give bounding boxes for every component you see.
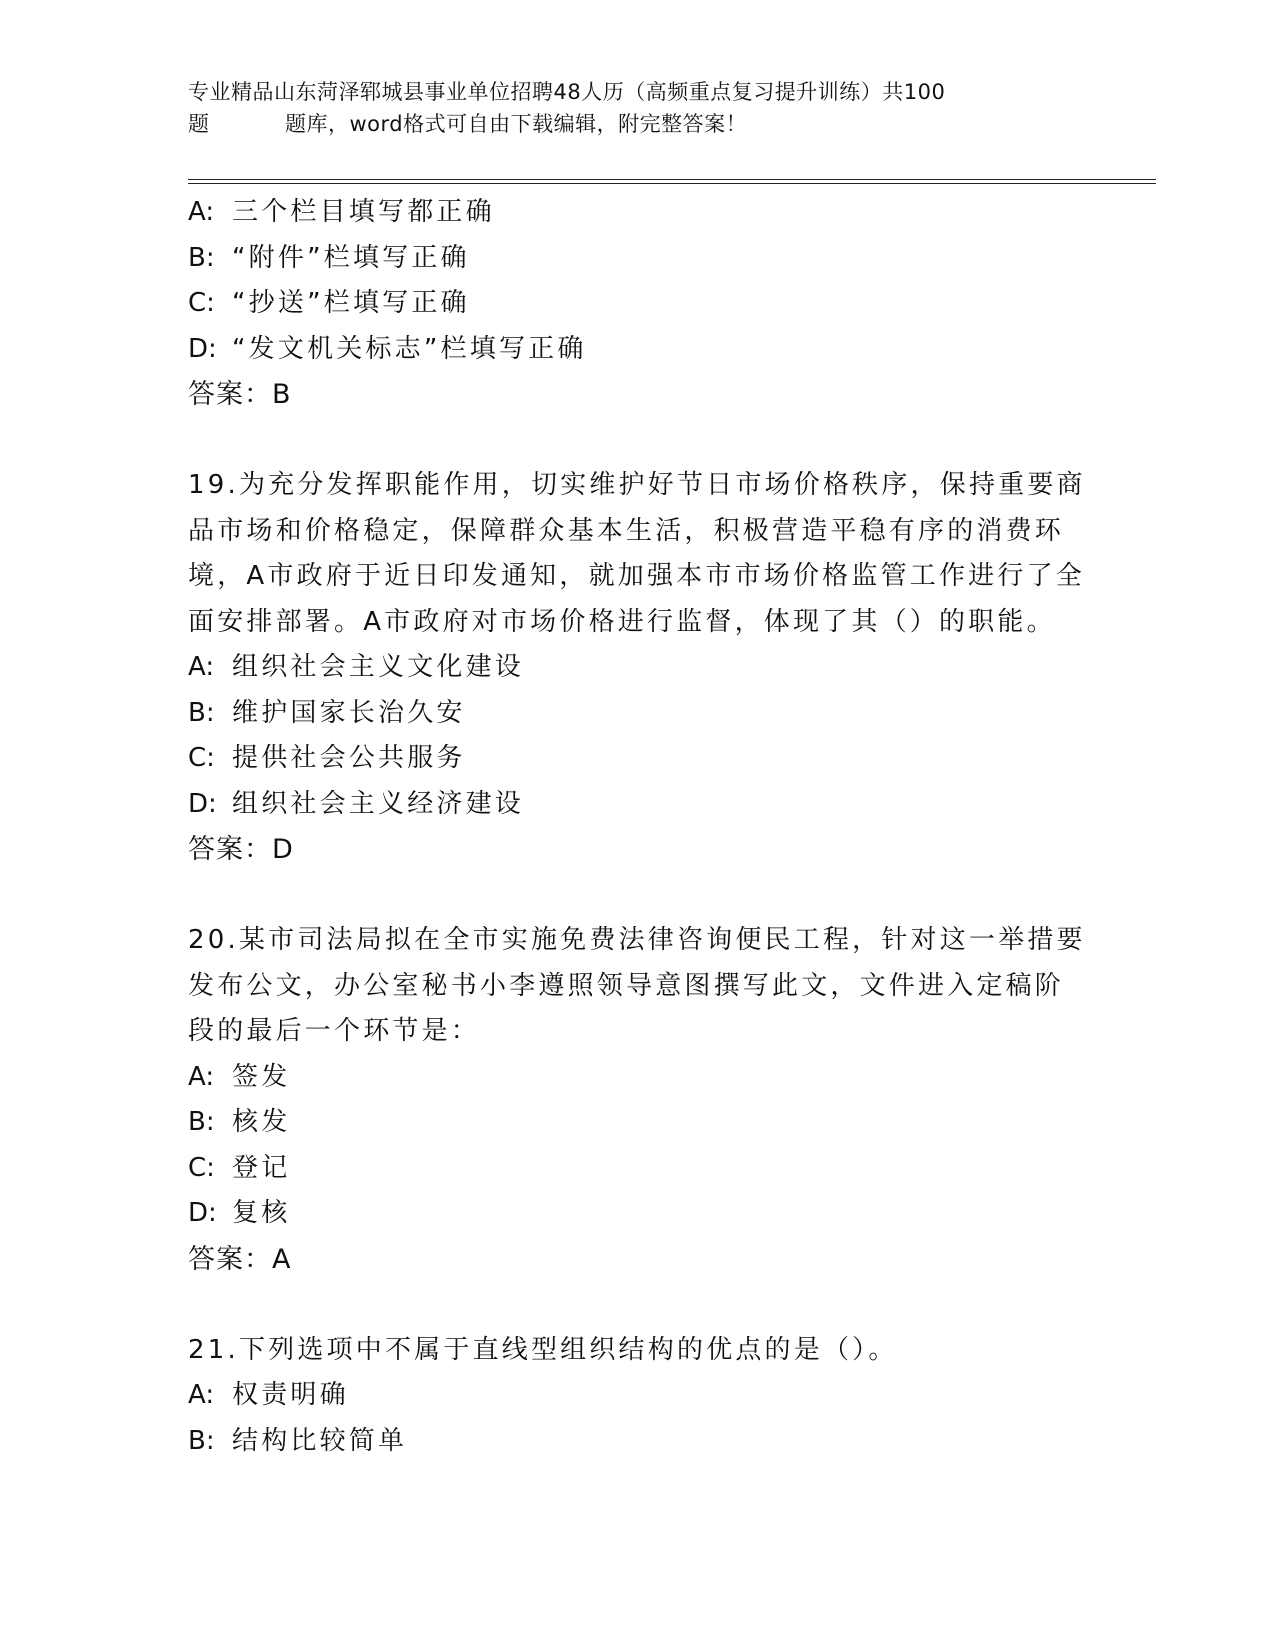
spacer	[188, 873, 1088, 919]
header-title-line1: 专业精品山东菏泽郓城县事业单位招聘48人历（高频重点复习提升训练）共100	[188, 80, 946, 104]
question-stem-line: 段的最后一个环节是：	[188, 1016, 481, 1046]
spacer	[188, 1282, 1088, 1328]
header-title-line2	[188, 108, 1088, 140]
option-b: B: 核发	[188, 1107, 291, 1137]
header-divider-bottom	[188, 183, 1156, 184]
answer: 答案：D	[188, 834, 294, 865]
question-stem-line: 21.下列选项中不属于直线型组织结构的优点的是（）。	[188, 1334, 898, 1365]
question-content	[188, 190, 1088, 1464]
option-a: A: 三个栏目填写都正确	[188, 197, 495, 227]
answer: 答案：A	[188, 1243, 292, 1275]
option-a: A: 组织社会主义文化建设	[188, 652, 525, 682]
header-title-line2-left: 题	[188, 112, 210, 136]
option-b: B: 维护国家长治久安	[188, 697, 466, 728]
question-stem-line: 20.某市司法局拟在全市实施免费法律咨询便民工程，针对这一举措要	[188, 925, 1086, 955]
option-d: D: 组织社会主义经济建设	[188, 788, 525, 819]
question-stem-line: 19.为充分发挥职能作用，切实维护好节日市场价格秩序，保持重要商	[188, 470, 1086, 500]
option-b: B: 结构比较简单	[188, 1425, 408, 1456]
answer: 答案：B	[188, 379, 292, 410]
option-d: D: 复核	[188, 1198, 291, 1228]
header-divider-top	[188, 179, 1156, 180]
question-stem-line: 境，A市政府于近日印发通知，就加强本市市场价格监管工作进行了全	[188, 561, 1085, 591]
option-c: C: 提供社会公共服务	[188, 743, 466, 773]
option-b: B: “附件”栏填写正确	[188, 242, 470, 273]
question-21	[188, 1328, 1088, 1465]
option-a: A: 权责明确	[188, 1380, 349, 1410]
question-20	[188, 918, 1088, 1282]
page-header	[188, 76, 1088, 140]
option-d: D: “发文机关标志”栏填写正确	[188, 333, 587, 364]
question-stem-line: 面安排部署。A市政府对市场价格进行监督，体现了其（）的职能。	[188, 606, 1056, 637]
question-18	[188, 190, 1088, 418]
option-c: C: 登记	[188, 1152, 291, 1183]
question-19	[188, 463, 1088, 873]
header-title-line2-right: 题库，word格式可自由下载编辑，附完整答案！	[285, 112, 748, 136]
option-c: C: “抄送”栏填写正确	[188, 288, 470, 318]
question-stem-line: 发布公文，办公室秘书小李遵照领导意图撰写此文，文件进入定稿阶	[188, 970, 1065, 1001]
spacer	[188, 418, 1088, 464]
option-a: A: 签发	[188, 1061, 291, 1092]
question-stem-line: 品市场和价格稳定，保障群众基本生活，积极营造平稳有序的消费环	[188, 515, 1065, 546]
